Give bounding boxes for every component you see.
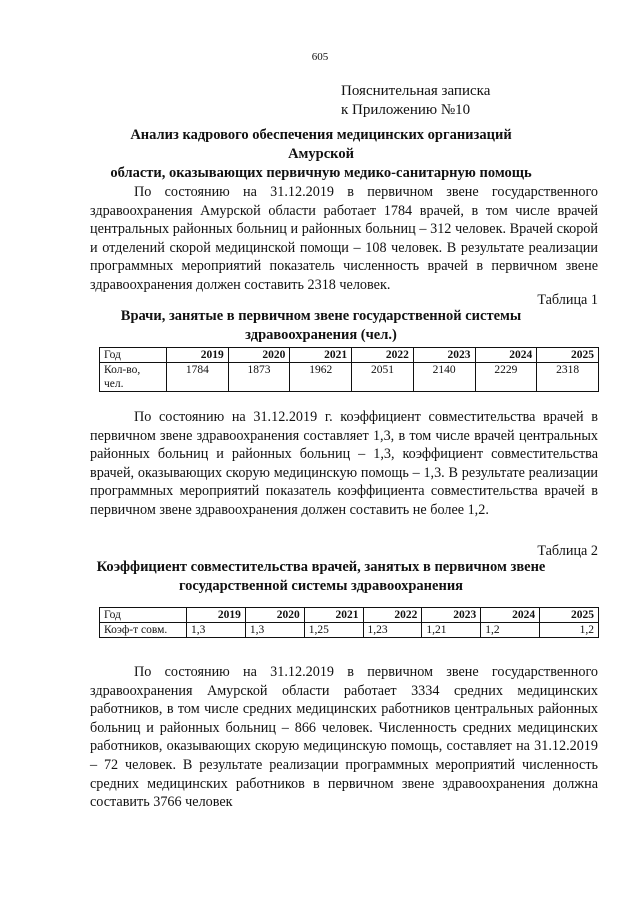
table-1-value-cell: 1873 xyxy=(228,363,290,392)
table-2-header-cell: 2022 xyxy=(363,608,422,623)
table-1-title xyxy=(96,307,546,345)
table-1-value-cell: 2229 xyxy=(475,363,537,392)
table-1-title-line-1: Врачи, занятые в первичном звене государственной системы xyxy=(120,308,522,324)
table-1-row-label: Кол-во, чел. xyxy=(100,363,167,392)
table-1-header-cell: 2025 xyxy=(537,348,599,363)
table-2-title-line-2: государственной системы здравоохранения xyxy=(178,578,464,594)
table-2-header-cell: 2020 xyxy=(245,608,304,623)
table-2-value-cell: 1,2 xyxy=(540,623,599,638)
table-1-header-cell: 2020 xyxy=(228,348,290,363)
paragraph-2: По состоянию на 31.12.2019 г. коэффициент совместительства врачей в первичном звене здравоохранения составляет 1,3, в том числе врачей центральных районных больниц и районных больниц – 1,3, коэффициент совместительства врачей, оказывающих скорую медицинскую помощь – 1,3. В результате реализации программных мероприятий показатель коэффициента совместительства врачей в первичном звене здравоохранения должен составить не более 1,2. xyxy=(90,409,598,518)
table-2-value-cell: 1,25 xyxy=(304,623,363,638)
table-2-header-cell: 2023 xyxy=(422,608,481,623)
table-2-value-cell: 1,2 xyxy=(481,623,540,638)
table-2-value-cell: 1,21 xyxy=(422,623,481,638)
table-2-data-row xyxy=(100,623,599,638)
table-2-header-row xyxy=(100,608,599,623)
table-2-header-cell: 2021 xyxy=(304,608,363,623)
table-1-data-row xyxy=(100,363,599,392)
main-title xyxy=(96,126,546,183)
main-title-line-1: Анализ кадрового обеспечения медицинских организаций Амурской xyxy=(130,127,512,162)
table-1-value-cell: 1784 xyxy=(167,363,229,392)
note-line-1: Пояснительная записка xyxy=(341,83,491,99)
table-1-value-cell: 2051 xyxy=(352,363,414,392)
table-2 xyxy=(99,607,599,638)
table-1-value-cell: 1962 xyxy=(290,363,352,392)
table-2-value-cell: 1,3 xyxy=(245,623,304,638)
table-2-label: Таблица 2 xyxy=(537,543,598,559)
table-1-header-row xyxy=(100,348,599,363)
paragraph-1: По состоянию на 31.12.2019 в первичном звене государственного здравоохранения Амурской области работает 1784 врачей, в том числе врачей центральных районных больниц и районных больниц – 312 человек. Врачей скорой и отделений скорой медицинской помощи – 108 человек. В результате реализации программных мероприятий показатель численность врачей в первичном звене здравоохранения должен составить 2318 человек. xyxy=(90,184,598,293)
table-1 xyxy=(99,347,599,392)
page-number: 605 xyxy=(311,51,329,63)
paragraph-3: По состоянию на 31.12.2019 в первичном звене государственного здравоохранения Амурской области работает 3334 средних медицинских работников, в том числе средних медицинских работников центральных районных больниц и районных больниц – 866 человек. Численность средних медицинских работников, оказывающих скорую медицинскую помощь, составляет на 31.12.2019 – 72 человек. В результате реализации программных мероприятий численность средних медицинских работников в первичном звене здравоохранения должна составить 3766 человек xyxy=(90,664,598,811)
table-1-header-cell: 2024 xyxy=(475,348,537,363)
table-1-header-cell: 2021 xyxy=(290,348,352,363)
table-1-label: Таблица 1 xyxy=(537,292,598,308)
table-2-header-cell: 2025 xyxy=(540,608,599,623)
table-2-row-label: Коэф-т совм. xyxy=(100,623,187,638)
table-2-title-line-1: Коэффициент совместительства врачей, занятых в первичном звене xyxy=(96,559,546,575)
table-2-header-cell: 2019 xyxy=(187,608,246,623)
table-1-value-cell: 2318 xyxy=(537,363,599,392)
table-1-header-year-label: Год xyxy=(100,348,167,363)
table-2-value-cell: 1,3 xyxy=(187,623,246,638)
explanatory-note-header xyxy=(341,82,490,120)
note-line-2: к Приложению №10 xyxy=(341,102,471,118)
main-title-line-2: области, оказывающих первичную медико-санитарную помощь xyxy=(110,165,532,181)
table-2-header-cell: 2024 xyxy=(481,608,540,623)
table-1-value-cell: 2140 xyxy=(413,363,475,392)
table-1-header-cell: 2019 xyxy=(167,348,229,363)
table-1-header-cell: 2023 xyxy=(413,348,475,363)
table-2-title xyxy=(96,558,546,596)
table-1-title-line-2: здравоохранения (чел.) xyxy=(245,327,397,343)
table-2-value-cell: 1,23 xyxy=(363,623,422,638)
table-2-header-year-label: Год xyxy=(100,608,187,623)
table-1-header-cell: 2022 xyxy=(352,348,414,363)
